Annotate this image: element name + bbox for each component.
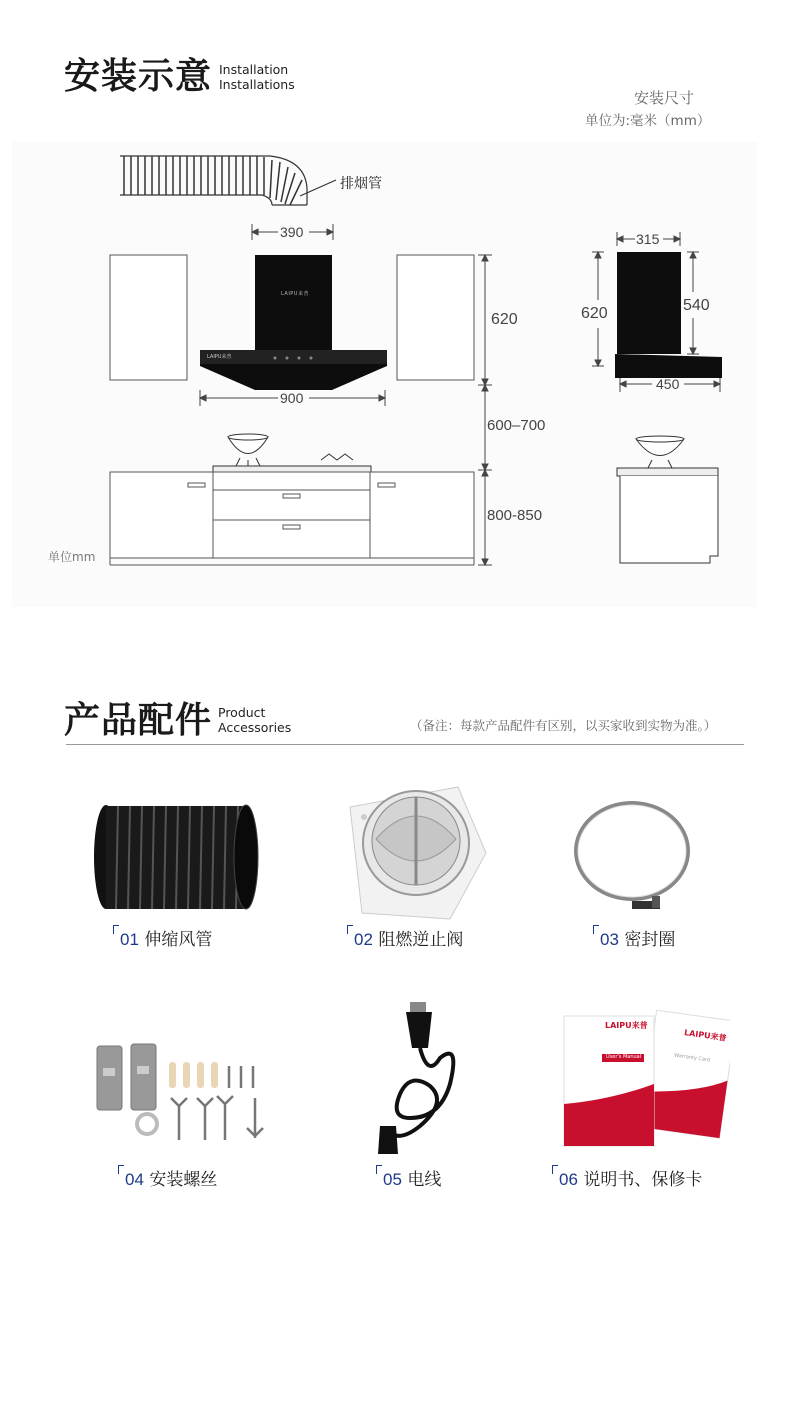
accessory-name: 伸缩风管 xyxy=(144,930,213,950)
accessories-title: 产品配件 xyxy=(64,700,213,741)
flexible-duct-image xyxy=(88,800,263,915)
pipe-label: 排烟管 xyxy=(340,176,382,192)
installation-title: 安装示意 xyxy=(64,56,213,97)
accessory-num: 06 xyxy=(559,1170,578,1189)
hood-brand-mark: LAIPU来普 xyxy=(281,291,309,297)
manual-doc-1: User's Manual xyxy=(606,1054,642,1060)
accessory-name: 密封圈 xyxy=(624,930,676,950)
side-chimney xyxy=(617,252,681,354)
dim-hood-width: 900 xyxy=(280,390,304,406)
front-view-diagram xyxy=(0,140,560,580)
accessory-item-05 xyxy=(376,1165,441,1190)
dim-cabinet: 800-850 xyxy=(487,507,543,524)
side-dim-hood-depth: 450 xyxy=(656,376,680,392)
power-cord-image xyxy=(370,998,470,1158)
hood-chimney xyxy=(255,255,332,350)
accessory-name: 安装螺丝 xyxy=(149,1170,218,1190)
accessory-name: 电线 xyxy=(407,1170,442,1190)
installation-subtitle-1: Installation xyxy=(219,62,289,77)
accessories-subtitle-1: Product xyxy=(218,705,266,720)
size-title: 安装尺寸 xyxy=(634,89,695,107)
check-valve-image xyxy=(340,783,490,923)
side-dim-inner-height: 540 xyxy=(683,297,710,314)
side-dim-top-depth: 315 xyxy=(636,231,660,247)
bracket-mark xyxy=(593,925,599,934)
accessory-item-04 xyxy=(118,1165,217,1190)
bracket-mark xyxy=(347,925,353,934)
bracket-mark xyxy=(113,925,119,934)
unit-note: 单位为:毫米（mm） xyxy=(585,113,711,129)
accessory-name: 阻燃逆止阀 xyxy=(378,930,464,950)
bracket-mark xyxy=(376,1165,382,1174)
hood-panel-brand: LAIPU来普 xyxy=(207,354,232,360)
screws-image xyxy=(95,1040,275,1150)
dim-top-width: 390 xyxy=(280,224,304,240)
accessories-subtitle-2: Accessories xyxy=(218,720,292,735)
accessories-note: （备注：每款产品配件有区别，以买家收到实物为准。） xyxy=(410,718,717,733)
installation-subtitle-2: Installations xyxy=(219,77,295,92)
accessory-item-01 xyxy=(113,925,212,950)
accessory-num: 04 xyxy=(125,1170,144,1189)
accessories-divider xyxy=(66,744,744,745)
accessory-num: 05 xyxy=(383,1170,402,1189)
accessory-name: 说明书、保修卡 xyxy=(583,1170,703,1190)
accessory-num: 02 xyxy=(354,930,373,949)
clamp-ring-image xyxy=(570,793,695,918)
side-view-diagram xyxy=(575,225,755,570)
side-hood xyxy=(615,354,722,378)
bracket-mark xyxy=(118,1165,124,1174)
accessory-item-06 xyxy=(552,1165,702,1190)
accessory-num: 03 xyxy=(600,930,619,949)
dim-gap: 600–700 xyxy=(487,417,546,434)
accessory-item-03 xyxy=(593,925,675,950)
manual-brand-2: LAIPU来普 xyxy=(683,1028,728,1043)
unit-left: 单位mm xyxy=(48,550,96,564)
dim-body-height: 620 xyxy=(491,311,518,328)
side-dim-total-height: 620 xyxy=(581,305,608,322)
manual-brand-1: LAIPU来普 xyxy=(605,1021,648,1030)
accessory-item-02 xyxy=(347,925,463,950)
bracket-mark xyxy=(552,1165,558,1174)
accessory-num: 01 xyxy=(120,930,139,949)
manual-doc-2: Warranty Card xyxy=(673,1052,711,1064)
exhaust-duct-drawing xyxy=(120,156,336,205)
